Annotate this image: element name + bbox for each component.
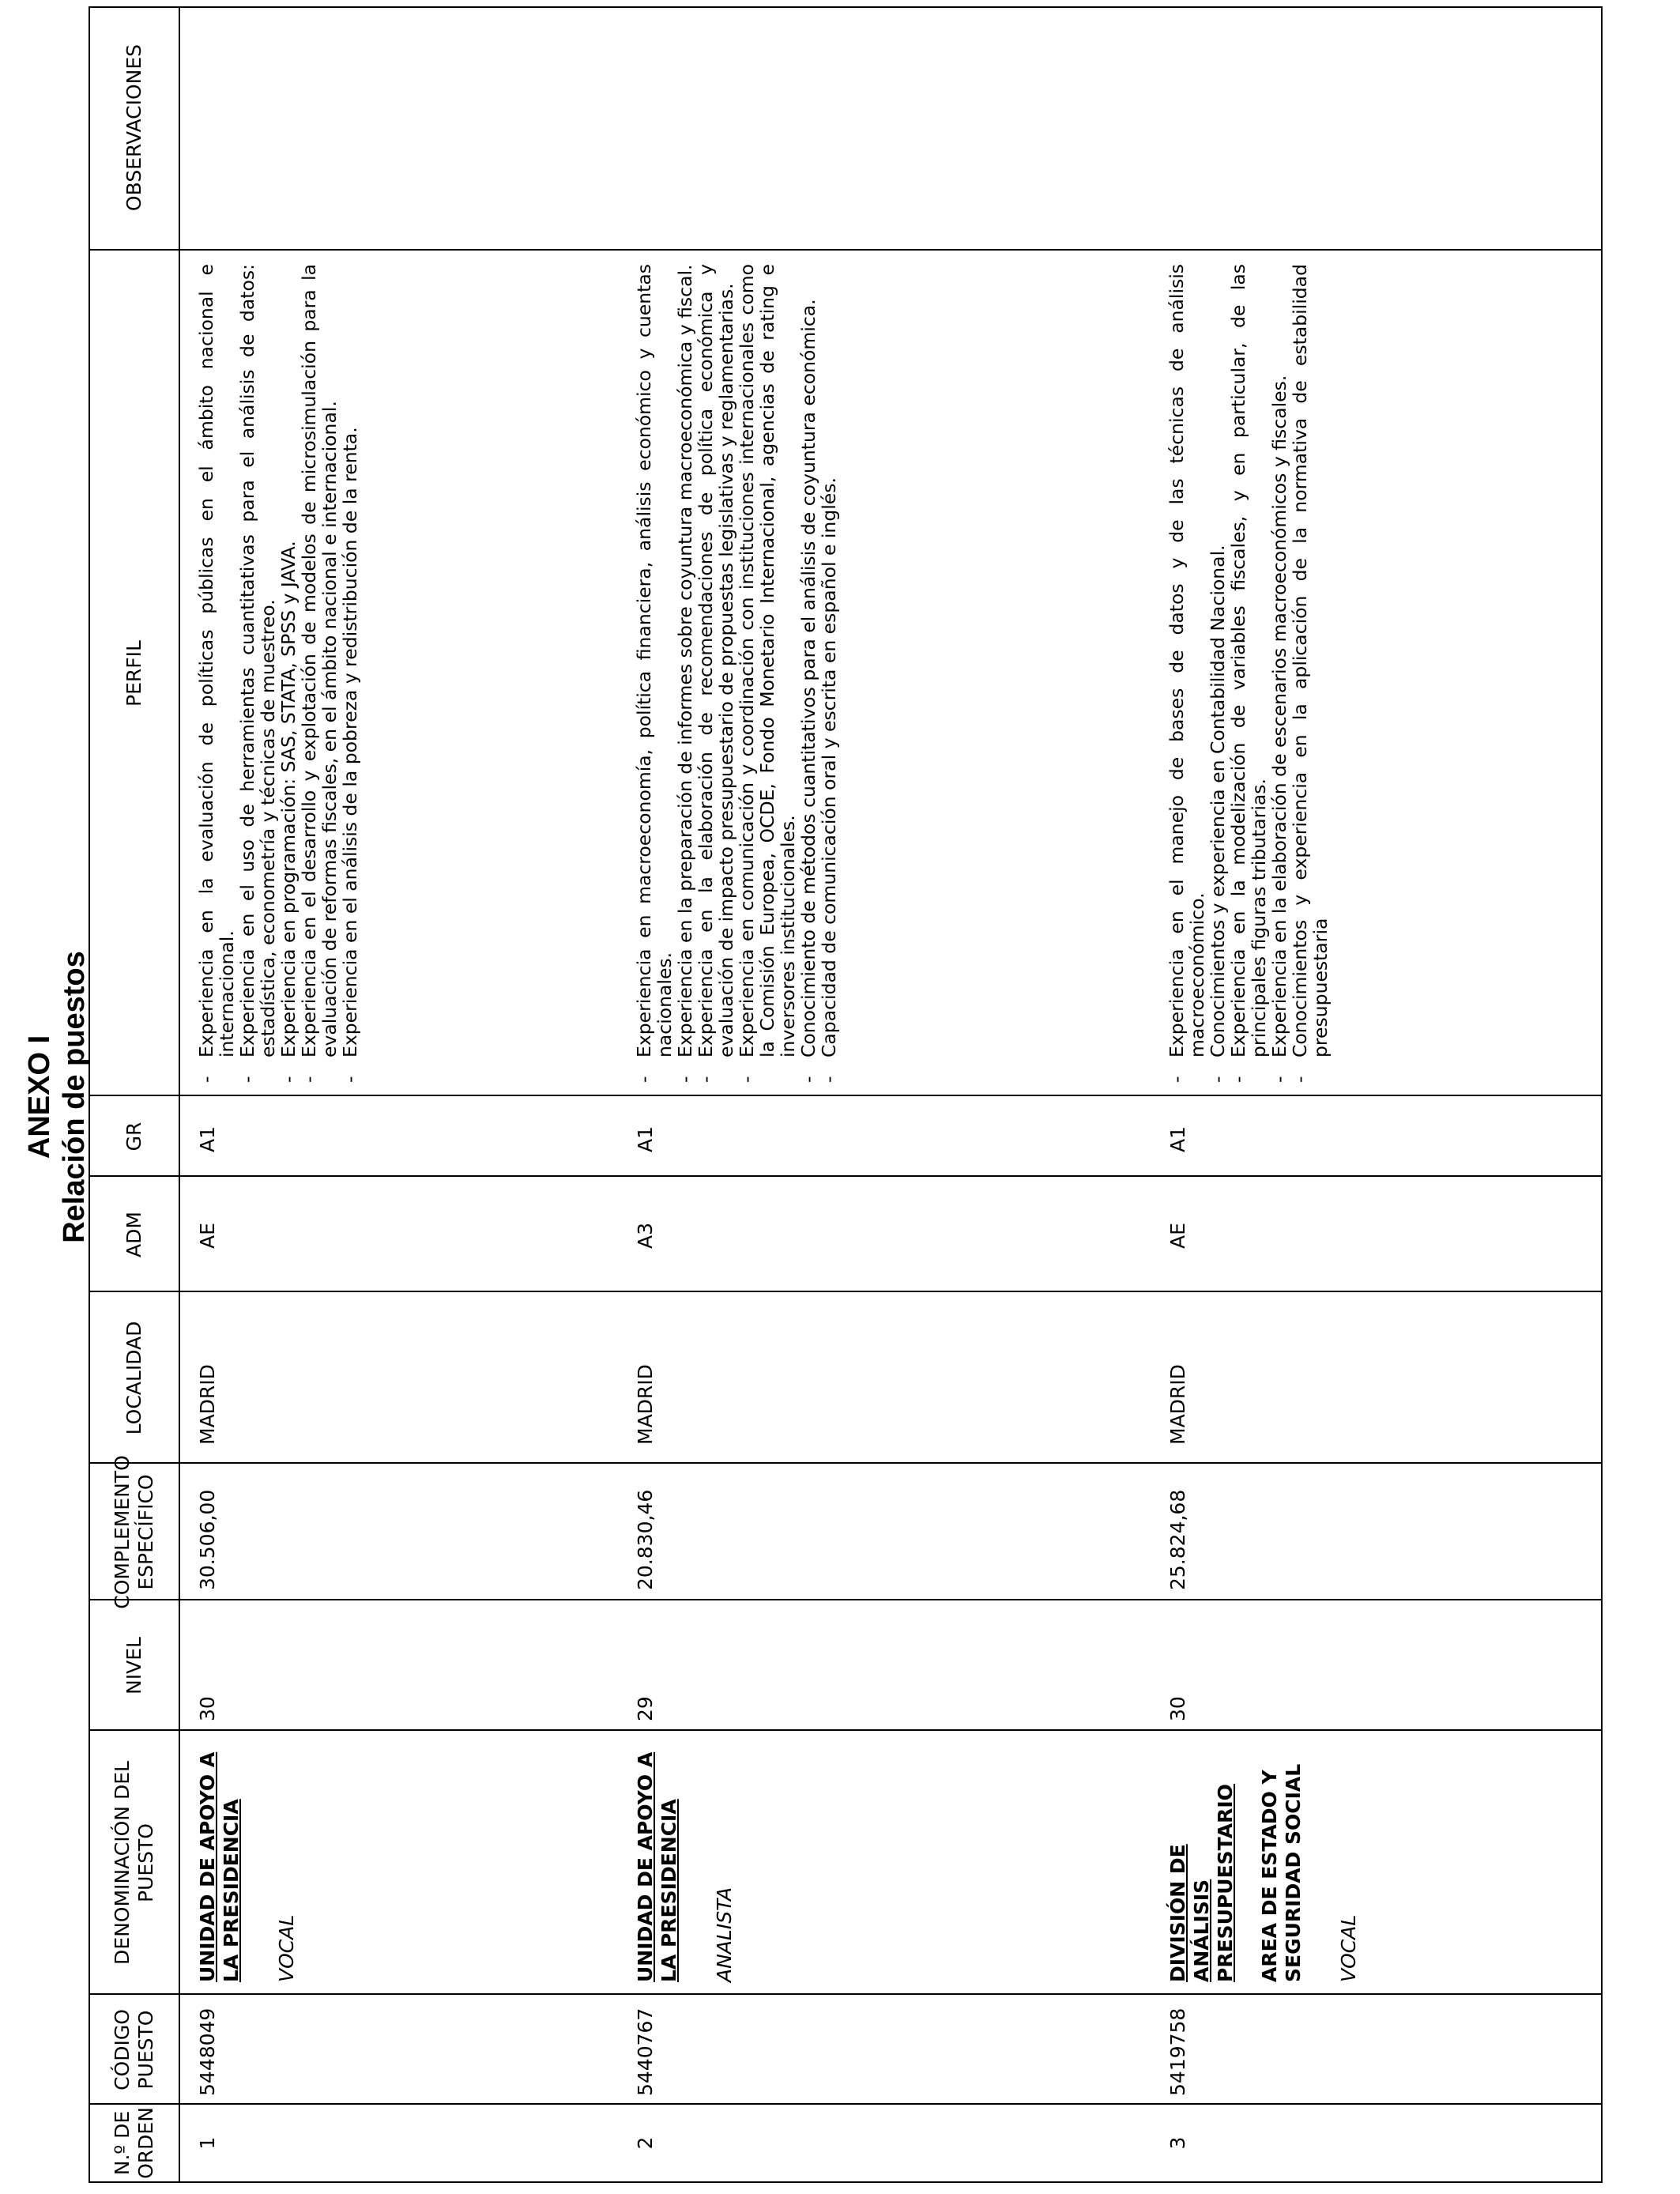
header-divider <box>179 8 180 2181</box>
column-divider <box>90 1291 1601 1292</box>
unit-name: DIVISIÓN DE ANÁLISIS PRESUPUESTARIO <box>1166 1784 1237 1982</box>
codigo-cell: 5440767 <box>634 2007 657 2096</box>
perfil-item: - Experiencia en la evaluación de políticas públicas en el ámbito nacional e internacional. <box>196 264 237 1086</box>
perfil-item: - Experiencia en la modelización de variables fiscales, y en particular, de las principales figuras tributarias. <box>1228 264 1269 1086</box>
unit-name: UNIDAD DE APOYO A LA PRESIDENCIA <box>196 1751 243 1982</box>
perfil-item: - Experiencia en el análisis de la pobreza y redistribución de la renta. <box>340 264 360 1086</box>
header-complemento: COMPLEMENTO ESPECÍFICO <box>111 1455 157 1609</box>
nivel-cell: 29 <box>634 1696 657 1721</box>
perfil-item: - Experiencia en el uso de herramientas cuantitativas para el análisis de datos: estadística, econometría y técnicas de muestreo. <box>237 264 278 1086</box>
perfil-item: - Experiencia en programación: SAS, STATA, SPSS y JAVA. <box>278 264 299 1086</box>
column-divider <box>90 1095 1601 1096</box>
header-nivel: NIVEL <box>122 1637 145 1695</box>
denominacion-cell <box>196 1745 299 1982</box>
localidad-cell: MADRID <box>196 1364 219 1445</box>
annex-subtitle: Relación de puestos <box>58 951 91 1243</box>
column-divider <box>90 1599 1601 1600</box>
gr-cell: A1 <box>196 1125 219 1152</box>
perfil-list <box>1166 264 1331 1086</box>
perfil-cell <box>1166 264 1331 1086</box>
column-divider <box>90 1993 1601 1995</box>
perfil-item: - Experiencia en macroeconomía, política financiera, análisis económico y cuentas nacionales. <box>634 264 675 1086</box>
adm-cell: AE <box>196 1223 219 1249</box>
codigo-cell: 5448049 <box>196 2007 219 2096</box>
perfil-item: - Experiencia en comunicación y coordinación con instituciones internacionales como la Comisión Europea, OCDE, Fondo Monetario Internacional, agencias de rating e inversores institucionales. <box>736 264 798 1086</box>
complemento-cell: 30.506,00 <box>196 1489 219 1590</box>
perfil-item: - Experiencia en el manejo de bases de datos y de las técnicas de análisis macroeconómico. <box>1166 264 1207 1086</box>
orden-cell: 1 <box>196 2136 219 2150</box>
perfil-list <box>196 264 360 1086</box>
denominacion-cell <box>1166 1745 1361 1982</box>
codigo-cell: 5419758 <box>1166 2007 1189 2096</box>
perfil-item: - Capacidad de comunicación oral y escrita en español e inglés. <box>819 264 839 1086</box>
column-divider <box>90 249 1601 251</box>
perfil-item: - Experiencia en la elaboración de recomendaciones de política económica y evaluación de impacto presupuestario de propuestas legislativas y reglamentarias. <box>695 264 736 1086</box>
adm-cell: AE <box>1166 1223 1189 1249</box>
perfil-list <box>634 264 839 1086</box>
header-denominacion: DENOMINACIÓN DEL PUESTO <box>111 1761 157 1965</box>
perfil-item: - Experiencia en el desarrollo y explotación de modelos de microsimulación para la evaluación de reformas fiscales, en el ámbito nacional e internacional. <box>299 264 340 1086</box>
perfil-cell <box>196 264 360 1086</box>
annex-title: ANEXO I <box>23 1035 56 1159</box>
perfil-item: - Conocimientos y experiencia en la aplicación de la normativa de estabilidad presupuestaria <box>1290 264 1331 1086</box>
perfil-item: - Conocimiento de métodos cuantitativos para el análisis de coyuntura económica. <box>798 264 819 1086</box>
perfil-cell <box>634 264 839 1086</box>
nivel-cell: 30 <box>196 1696 219 1721</box>
nivel-cell: 30 <box>1166 1696 1189 1721</box>
localidad-cell: MADRID <box>1166 1364 1189 1445</box>
localidad-cell: MADRID <box>634 1364 657 1445</box>
denominacion-cell <box>634 1745 736 1982</box>
gr-cell: A1 <box>634 1125 657 1152</box>
header-gr: GR <box>122 1122 145 1152</box>
complemento-cell: 20.830,46 <box>634 1489 657 1590</box>
perfil-item: - Conocimientos y experiencia en Contabilidad Nacional. <box>1207 264 1228 1086</box>
header-codigo: CÓDIGO PUESTO <box>111 2009 157 2090</box>
header-localidad: LOCALIDAD <box>122 1321 145 1435</box>
sub-unit-name: AREA DE ESTADO Y SEGURIDAD SOCIAL <box>1258 1763 1305 1982</box>
header-perfil: PERFIL <box>122 640 145 707</box>
post-type: VOCAL <box>1337 1914 1360 1982</box>
column-divider <box>90 2103 1601 2105</box>
column-divider <box>90 1175 1601 1177</box>
orden-cell: 3 <box>1166 2136 1189 2150</box>
post-type: VOCAL <box>275 1914 298 1982</box>
column-divider <box>90 1729 1601 1731</box>
positions-table <box>89 6 1603 2183</box>
perfil-item: - Experiencia en la preparación de informes sobre coyuntura macroeconómica y fiscal. <box>675 264 695 1086</box>
orden-cell: 2 <box>634 2136 657 2150</box>
column-divider <box>90 1462 1601 1464</box>
perfil-item: - Experiencia en la elaboración de escenarios macroeconómicos y fiscales. <box>1269 264 1290 1086</box>
header-orden: N.º DE ORDEN <box>111 2107 157 2179</box>
post-type: ANALISTA <box>713 1887 736 1982</box>
gr-cell: A1 <box>1166 1125 1189 1152</box>
page-header <box>22 0 92 2194</box>
adm-cell: A3 <box>634 1222 657 1249</box>
header-observaciones: OBSERVACIONES <box>122 43 145 212</box>
unit-name: UNIDAD DE APOYO A LA PRESIDENCIA <box>634 1751 680 1982</box>
header-adm: ADM <box>122 1212 145 1257</box>
complemento-cell: 25.824,68 <box>1166 1489 1189 1590</box>
